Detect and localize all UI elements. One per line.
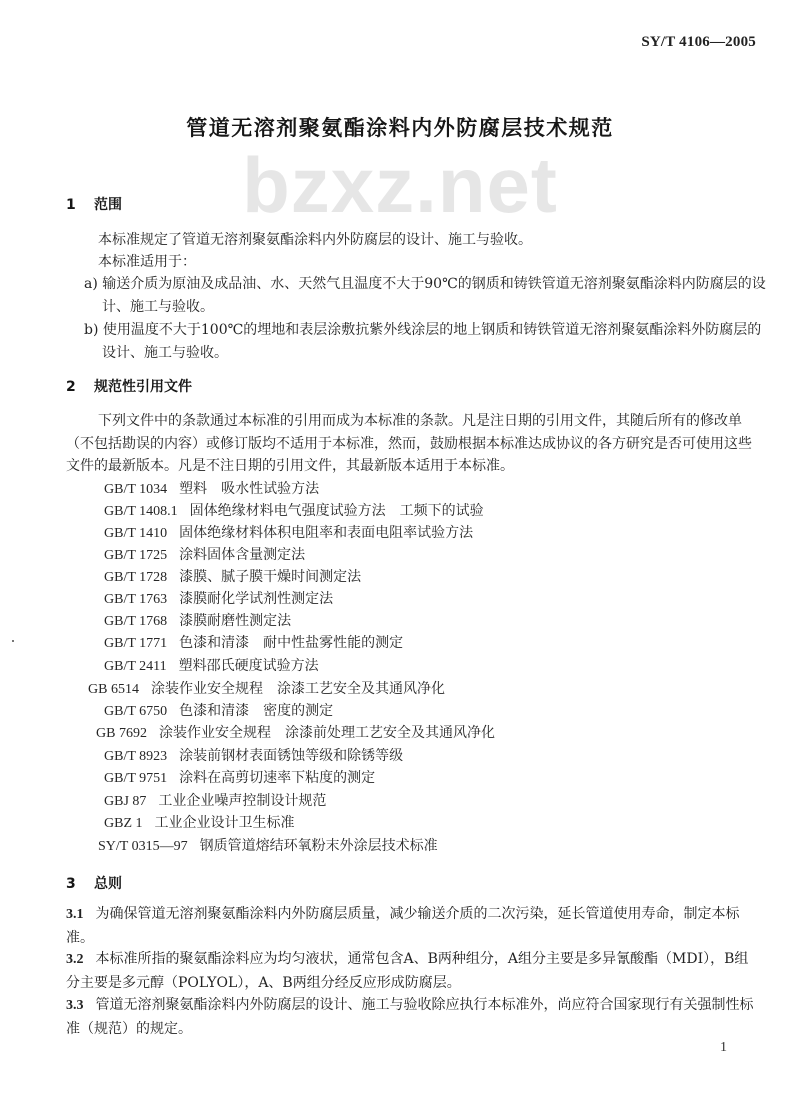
reference-code: GB/T 6750: [104, 704, 168, 719]
reference-title: 色漆和清漆 密度的测定: [179, 703, 334, 719]
reference-row: [104, 655, 319, 678]
section-number: 2: [66, 379, 76, 395]
reference-code: GB/T 1034: [104, 482, 168, 497]
section-number: 1: [66, 197, 76, 213]
reference-code: GB/T 1410: [104, 526, 168, 541]
reference-row: [104, 790, 326, 813]
reference-code: GB 7692: [96, 726, 147, 741]
reference-code: GB/T 1763: [104, 592, 168, 607]
reference-title: 涂料在高剪切速率下粘度的测定: [179, 770, 376, 786]
section-heading-3: [66, 873, 122, 893]
reference-row: [98, 835, 438, 858]
list-text: 输送介质为原油及成品油、水、天然气且温度不大于90℃的钢质和铸铁管道无溶剂聚氨酯涂料内防腐层的设计、施工与验收。: [102, 276, 766, 315]
standard-number: SY/T 4106—2005: [641, 34, 756, 50]
clause-text: 管道无溶剂聚氨酯涂料内外防腐层的设计、施工与验收除应执行本标准外，尚应符合国家现行有关强制性标准（规范）的规定。: [66, 997, 754, 1037]
watermark: bzxz.net: [242, 141, 558, 229]
reference-title: 色漆和清漆 耐中性盐雾性能的测定: [179, 635, 404, 651]
reference-title: 工业企业噪声控制设计规范: [158, 793, 327, 809]
reference-title: 漆膜、腻子膜干燥时间测定法: [179, 569, 362, 585]
clause-text: 本标准所指的聚氨酯涂料应为均匀液状，通常包含A、B两种组分，A组分主要是多异氰酸酯（MDI），B组分主要是多元醇（POLYOL），A、B两组分经反应形成防腐层。: [66, 951, 749, 991]
reference-title: 固体绝缘材料电气强度试验方法 工频下的试验: [189, 503, 484, 519]
reference-title: 涂料固体含量测定法: [179, 547, 306, 563]
list-item-b: [84, 319, 768, 364]
clause-3-1: [66, 903, 756, 949]
reference-title: 塑料 吸水性试验方法: [179, 481, 320, 497]
reference-row: [104, 767, 375, 790]
reference-code: GB/T 1768: [104, 614, 168, 629]
reference-row: [104, 610, 291, 633]
reference-row: [104, 700, 333, 723]
reference-code: GB 6514: [88, 682, 139, 697]
clause-3-3: [66, 994, 756, 1040]
reference-code: SY/T 0315—97: [98, 839, 188, 854]
reference-title: 工业企业设计卫生标准: [154, 815, 295, 831]
clause-text: 为确保管道无溶剂聚氨酯涂料内外防腐层质量，减少输送介质的二次污染，延长管道使用寿命，制定本标准。: [66, 906, 740, 946]
section-title: 规范性引用文件: [94, 379, 192, 395]
list-marker: b): [84, 322, 99, 338]
clause-number: 3.3: [66, 998, 84, 1013]
reference-title: 漆膜耐磨性测定法: [179, 613, 292, 629]
reference-row: [96, 722, 495, 745]
reference-row: [88, 678, 445, 701]
reference-title: 固体绝缘材料体积电阻率和表面电阻率试验方法: [179, 525, 474, 541]
reference-code: GB/T 9751: [104, 771, 168, 786]
reference-code: GB/T 2411: [104, 659, 167, 674]
list-item-a: [84, 273, 768, 318]
section-heading-2: [66, 376, 192, 396]
reference-row: [104, 812, 295, 835]
scope-paragraph: 本标准规定了管道无溶剂聚氨酯涂料内外防腐层的设计、施工与验收。: [98, 232, 532, 248]
section-heading-1: [66, 194, 122, 214]
reference-code: GBJ 87: [104, 794, 147, 809]
reference-row: [104, 522, 473, 545]
reference-row: [104, 745, 403, 768]
reference-row: [104, 544, 305, 567]
reference-title: 钢质管道熔结环氧粉末外涂层技术标准: [199, 838, 438, 854]
reference-code: GB/T 1408.1: [104, 504, 178, 519]
reference-code: GB/T 1725: [104, 548, 168, 563]
clause-number: 3.1: [66, 907, 84, 922]
reference-code: GB/T 1728: [104, 570, 168, 585]
document-title: 管道无溶剂聚氨酯涂料内外防腐层技术规范: [186, 116, 614, 140]
scope-applicability: 本标准适用于：: [98, 254, 196, 270]
reference-code: GB/T 8923: [104, 749, 168, 764]
reference-row: [104, 478, 319, 501]
clause-number: 3.2: [66, 952, 84, 967]
reference-row: [104, 632, 403, 655]
reference-row: [104, 500, 484, 523]
section-title: 总则: [94, 876, 122, 892]
reference-title: 涂装作业安全规程 涂漆工艺安全及其通风净化: [150, 681, 445, 697]
reference-title: 涂装作业安全规程 涂漆前处理工艺安全及其通风净化: [158, 725, 495, 741]
reference-code: GB/T 1771: [104, 636, 168, 651]
page-number: 1: [720, 1040, 727, 1055]
reference-title: 塑料邵氏硬度试验方法: [178, 658, 319, 674]
reference-row: [104, 566, 361, 589]
list-text: 使用温度不大于100℃的埋地和表层涂敷抗紫外线涂层的地上钢质和铸铁管道无溶剂聚氨酯涂料外防腐层的设计、施工与验收。: [102, 322, 762, 361]
reference-row: [104, 588, 333, 611]
clause-3-2: [66, 948, 756, 994]
references-intro: 下列文件中的条款通过本标准的引用而成为本标准的条款。凡是注日期的引用文件，其随后所有的修改单（不包括勘误的内容）或修订版均不适用于本标准，然而，鼓励根据本标准达成协议的各方研究是否可使用这些文件的最新版本。凡是不注日期的引用文件，其最新版本适用于本标准。: [66, 413, 752, 474]
list-marker: a): [84, 276, 98, 292]
reference-title: 漆膜耐化学试剂性测定法: [179, 591, 334, 607]
scan-artifact: [12, 640, 14, 642]
section-number: 3: [66, 876, 76, 892]
reference-code: GBZ 1: [104, 816, 143, 831]
section-title: 范围: [94, 197, 122, 213]
reference-title: 涂装前钢材表面锈蚀等级和除锈等级: [179, 748, 404, 764]
